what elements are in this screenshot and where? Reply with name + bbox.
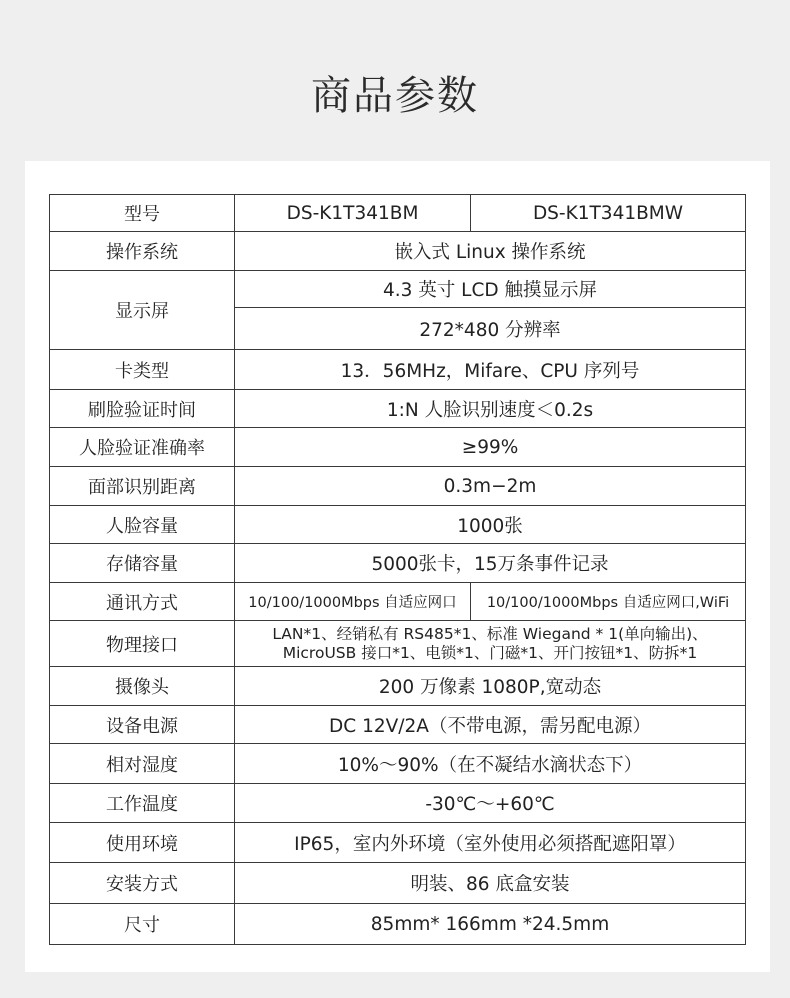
table-row-environment — [50, 823, 746, 863]
row-value: -30℃～+60℃ — [235, 784, 746, 823]
row-label: 卡类型 — [50, 350, 235, 390]
table-row-size — [50, 904, 746, 945]
row-value: 1000张 — [235, 506, 746, 544]
table-row-accuracy — [50, 428, 746, 467]
row-label: 刷脸验证时间 — [50, 390, 235, 428]
table-row-face-capacity — [50, 506, 746, 544]
display-value-2: 272*480 分辨率 — [235, 308, 746, 350]
row-label: 工作温度 — [50, 784, 235, 823]
row-label: 设备电源 — [50, 706, 235, 744]
row-value: 明装、86 底盒安装 — [235, 863, 746, 904]
row-value: 0.3m−2m — [235, 467, 746, 506]
row-label: 显示屏 — [50, 271, 235, 350]
table-row-storage — [50, 544, 746, 583]
table-row-humidity — [50, 744, 746, 784]
display-value-1: 4.3 英寸 LCD 触摸显示屏 — [235, 271, 746, 308]
comm-value-b: 10/100/1000Mbps 自适应网口,WiFi — [471, 583, 746, 621]
row-label: 操作系统 — [50, 232, 235, 271]
table-row-verify-time — [50, 390, 746, 428]
table-row-temperature — [50, 784, 746, 823]
table-row-install — [50, 863, 746, 904]
row-value: 1:N 人脸识别速度＜0.2s — [235, 390, 746, 428]
row-label: 相对湿度 — [50, 744, 235, 784]
model-value-a: DS-K1T341BM — [235, 195, 471, 232]
comm-value-a: 10/100/1000Mbps 自适应网口 — [235, 583, 471, 621]
row-label: 人脸验证准确率 — [50, 428, 235, 467]
row-value: ≥99% — [235, 428, 746, 467]
row-label: 摄像头 — [50, 667, 235, 706]
row-value: 200 万像素 1080P,宽动态 — [235, 667, 746, 706]
row-value: 5000张卡，15万条事件记录 — [235, 544, 746, 583]
table-row-power — [50, 706, 746, 744]
table-row-camera — [50, 667, 746, 706]
row-value: DC 12V/2A（不带电源，需另配电源） — [235, 706, 746, 744]
row-label: 安装方式 — [50, 863, 235, 904]
row-value: 85mm* 166mm *24.5mm — [235, 904, 746, 945]
row-label: 人脸容量 — [50, 506, 235, 544]
row-value: 嵌入式 Linux 操作系统 — [235, 232, 746, 271]
table-row-display — [50, 271, 746, 308]
table-row-model — [50, 195, 746, 232]
table-row-comm — [50, 583, 746, 621]
spec-table — [49, 194, 746, 945]
row-value: 10%～90%（在不凝结水滴状态下） — [235, 744, 746, 784]
row-value: 13．56MHz，Mifare、CPU 序列号 — [235, 350, 746, 390]
row-label: 物理接口 — [50, 621, 235, 667]
table-row-ports — [50, 621, 746, 667]
row-label: 面部识别距离 — [50, 467, 235, 506]
page-title: 商品参数 — [311, 73, 479, 119]
ports-line-2: MicroUSB 接口*1、电锁*1、门磁*1、开门按钮*1、防拆*1 — [282, 643, 698, 662]
table-row-os — [50, 232, 746, 271]
row-label: 型号 — [50, 195, 235, 232]
row-label: 使用环境 — [50, 823, 235, 863]
ports-value — [235, 621, 746, 667]
row-label: 通讯方式 — [50, 583, 235, 621]
row-label: 存储容量 — [50, 544, 235, 583]
row-value: IP65，室内外环境（室外使用必须搭配遮阳罩） — [235, 823, 746, 863]
ports-line-1: LAN*1、经销私有 RS485*1、标准 Wiegand * 1(单向输出)、 — [272, 624, 708, 643]
model-value-b: DS-K1T341BMW — [471, 195, 746, 232]
table-row-card-type — [50, 350, 746, 390]
row-label: 尺寸 — [50, 904, 235, 945]
table-row-distance — [50, 467, 746, 506]
